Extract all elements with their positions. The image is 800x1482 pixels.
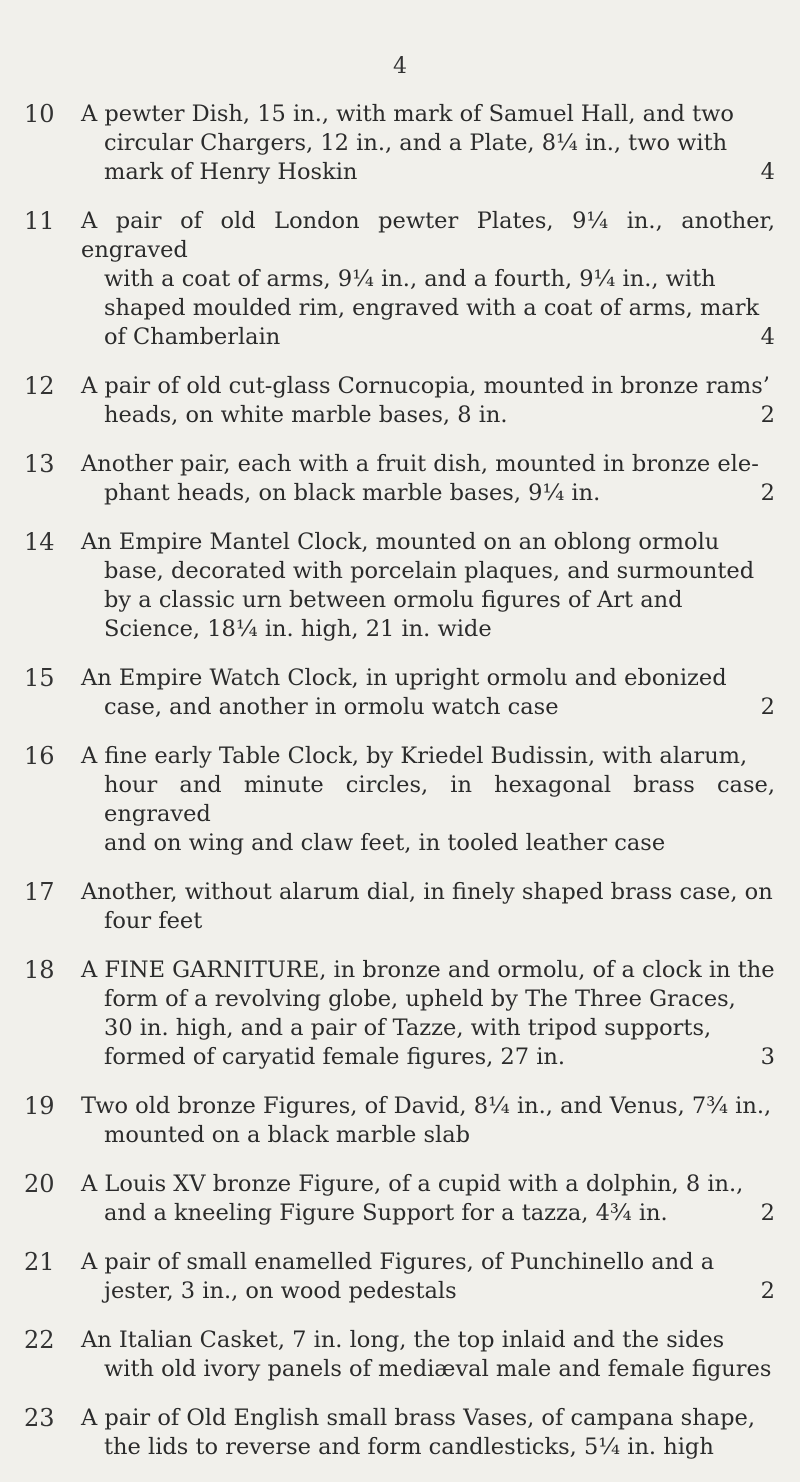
lot-description-line: A fine early Table Clock, by Kriedel Budissin, with alarum, — [81, 743, 748, 769]
lot-description-line: shaped moulded rim, engraved with a coat of arms, mark — [104, 295, 760, 321]
lot-description-line: An Empire Mantel Clock, mounted on an oblong ormolu — [81, 529, 720, 555]
lot-entry — [0, 742, 800, 858]
lot-description-line: circular Chargers, 12 in., and a Plate, 8¼ in., two with — [104, 130, 728, 156]
lot-description-line: A pair of old cut-glass Cornucopia, mounted in bronze rams’ — [81, 373, 770, 399]
lot-description-line: with old ivory panels of mediæval male and female figures — [104, 1356, 772, 1382]
lot-description-line: by a classic urn between ormolu figures of Art and — [104, 587, 683, 613]
lot-description — [81, 100, 775, 187]
lot-description — [81, 207, 775, 352]
lot-description-line: A Louis XV bronze Figure, of a cupid with a dolphin, 8 in., — [81, 1171, 744, 1197]
lot-quantity: 2 — [760, 1278, 775, 1304]
lot-description-line: An Empire Watch Clock, in upright ormolu and ebonized — [81, 665, 727, 691]
lot-entry — [0, 528, 800, 644]
lot-description — [81, 528, 775, 644]
lot-description-line: four feet — [104, 908, 203, 934]
lot-number: 21 — [24, 1248, 55, 1276]
lot-number: 12 — [24, 372, 55, 400]
lot-description-line: phant heads, on black marble bases, 9¼ in. 2 — [104, 480, 775, 506]
lot-number: 13 — [24, 450, 55, 478]
lot-entry — [0, 878, 800, 936]
page-number: 4 — [393, 54, 407, 79]
lot-quantity: 4 — [760, 324, 775, 350]
lot-description — [81, 1326, 775, 1384]
lot-quantity: 4 — [760, 159, 775, 185]
lot-entry — [0, 1404, 800, 1462]
lot-description — [81, 1248, 775, 1306]
lot-description-line: the lids to reverse and form candlesticks, 5¼ in. high — [104, 1434, 714, 1460]
lot-description-line: Science, 18¼ in. high, 21 in. wide — [104, 616, 492, 642]
lot-description-line: jester, 3 in., on wood pedestals 2 — [104, 1278, 775, 1304]
lot-description — [81, 450, 775, 508]
lot-number: 20 — [24, 1170, 55, 1198]
lot-number: 11 — [24, 207, 55, 235]
lot-number: 19 — [24, 1092, 55, 1120]
lot-description-line: heads, on white marble bases, 8 in. 2 — [104, 402, 775, 428]
lot-description-line: hour and minute circles, in hexagonal brass case, engraved — [104, 772, 775, 827]
lot-quantity: 2 — [760, 480, 775, 506]
lot-quantity: 2 — [760, 694, 775, 720]
lot-description-line: base, decorated with porcelain plaques, and surmounted — [104, 558, 755, 584]
lot-description-line: of Chamberlain 4 — [104, 324, 775, 350]
lot-description-line: An Italian Casket, 7 in. long, the top inlaid and the sides — [81, 1327, 725, 1353]
lot-number: 23 — [24, 1404, 55, 1432]
lot-number: 14 — [24, 528, 55, 556]
lot-list — [0, 100, 800, 1482]
lot-description-line: and on wing and claw feet, in tooled leather case — [104, 830, 666, 856]
lot-description-line: A FINE GARNITURE, in bronze and ormolu, of a clock in the — [81, 957, 775, 983]
lot-description — [81, 956, 775, 1072]
lot-entry — [0, 1170, 800, 1228]
lot-description-line: with a coat of arms, 9¼ in., and a fourth, 9¼ in., with — [104, 266, 716, 292]
lot-description-line: A pair of small enamelled Figures, of Punchinello and a — [81, 1249, 715, 1275]
lot-quantity: 3 — [760, 1044, 775, 1070]
lot-description-line: A pair of Old English small brass Vases, of campana shape, — [81, 1405, 755, 1431]
lot-quantity: 2 — [760, 1200, 775, 1226]
lot-description-line: case, and another in ormolu watch case 2 — [104, 694, 775, 720]
lot-entry — [0, 100, 800, 187]
lot-description-line: mounted on a black marble slab — [104, 1122, 471, 1148]
lot-number: 16 — [24, 742, 55, 770]
lot-description-line: form of a revolving globe, upheld by The Three Graces, — [104, 986, 736, 1012]
lot-description-line: A pair of old London pewter Plates, 9¼ in., another, engraved — [81, 208, 775, 263]
lot-description-line: and a kneeling Figure Support for a tazza, 4¾ in. 2 — [104, 1200, 775, 1226]
lot-description — [81, 742, 775, 858]
lot-number: 22 — [24, 1326, 55, 1354]
lot-entry — [0, 1326, 800, 1384]
lot-description-line: Two old bronze Figures, of David, 8¼ in., and Venus, 7¾ in., — [81, 1093, 772, 1119]
lot-entry — [0, 1248, 800, 1306]
lot-description-line: Another pair, each with a fruit dish, mounted in bronze ele- — [81, 451, 759, 477]
lot-description — [81, 664, 775, 722]
lot-number: 17 — [24, 878, 55, 906]
lot-number: 18 — [24, 956, 55, 984]
lot-entry — [0, 207, 800, 352]
lot-description — [81, 1404, 775, 1462]
lot-entry — [0, 664, 800, 722]
lot-number: 15 — [24, 664, 55, 692]
lot-description — [81, 372, 775, 430]
lot-entry — [0, 956, 800, 1072]
lot-description — [81, 1092, 775, 1150]
lot-entry — [0, 450, 800, 508]
lot-number: 10 — [24, 100, 55, 128]
lot-description-line: Another, without alarum dial, in finely shaped brass case, on — [81, 879, 773, 905]
lot-description-line: formed of caryatid female figures, 27 in. 3 — [104, 1044, 775, 1070]
lot-description-line: 30 in. high, and a pair of Tazze, with tripod supports, — [104, 1015, 712, 1041]
lot-entry — [0, 372, 800, 430]
lot-description — [81, 1170, 775, 1228]
lot-entry — [0, 1092, 800, 1150]
lot-quantity: 2 — [760, 402, 775, 428]
lot-description-line: A pewter Dish, 15 in., with mark of Samuel Hall, and two — [81, 101, 734, 127]
lot-description — [81, 878, 775, 936]
lot-description-line: mark of Henry Hoskin 4 — [104, 159, 775, 185]
